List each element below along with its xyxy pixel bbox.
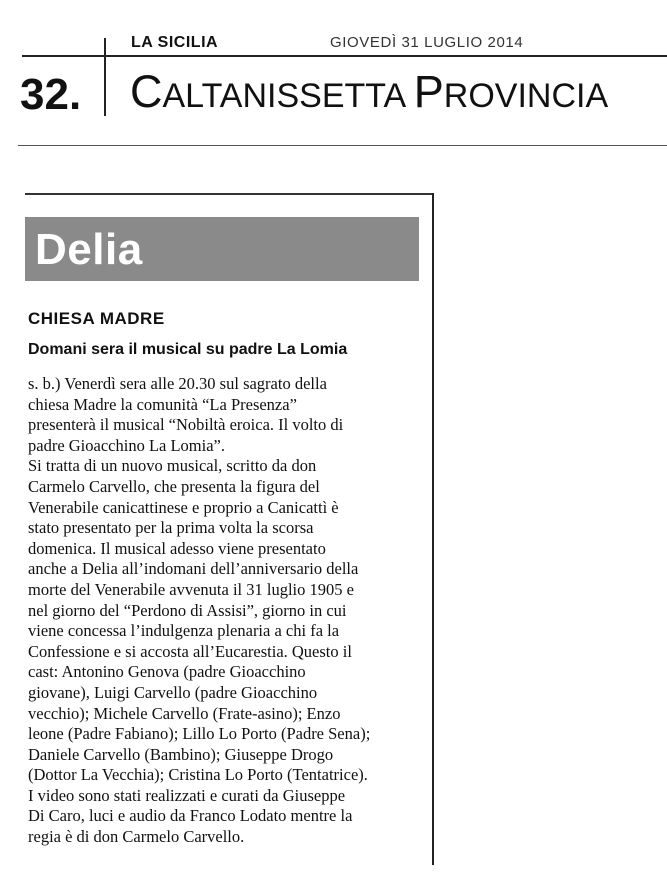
article-body-line: vecchio); Michele Carvello (Frate-asino); Enzo	[28, 703, 341, 723]
article-body-line: I video sono stati realizzati e curati da Giuseppe	[28, 785, 346, 805]
article-kicker: CHIESA MADRE	[28, 309, 165, 328]
article-body-line: stato presentato per la prima volta la scorsa	[28, 518, 314, 538]
article-body-line: Confessione e si accosta all’Eucarestia. Questo il	[28, 641, 352, 661]
section-initial-2: P	[413, 66, 444, 117]
issue-date: GIOVEDÌ 31 LUGLIO 2014	[330, 34, 524, 51]
section-rest-1: ALTANISSETTA	[162, 77, 414, 115]
section-rest-2: ROVINCIA	[443, 77, 609, 115]
article-body-line: Si tratta di un nuovo musical, scritto da don	[28, 456, 317, 476]
article-body-line: Daniele Carvello (Bambino); Giuseppe Drogo	[28, 744, 334, 764]
article-body-line: padre Gioacchino La Lomia”.	[28, 435, 225, 455]
place-banner	[25, 217, 419, 281]
article-body-line: anche a Delia all’indomani dell’anniversario della	[28, 559, 359, 579]
article-body-line: leone (Padre Fabiano); Lillo Lo Porto (Padre Sena);	[28, 724, 371, 744]
article-body	[28, 374, 428, 848]
article-body-line: s. b.) Venerdì sera alle 20.30 sul sagrato della	[28, 374, 327, 393]
article-body-line: giovane), Luigi Carvello (padre Gioacchino	[28, 682, 318, 702]
article-body-line: morte del Venerabile avvenuta il 31 luglio 1905 e	[28, 579, 354, 599]
article-body-line: domenica. Il musical adesso viene presentato	[28, 538, 326, 558]
article-body-line: Venerabile canicattinese e proprio a Canicattì è	[28, 497, 339, 517]
masthead-divider	[104, 38, 106, 116]
article-top-rule	[25, 193, 433, 195]
place-name: Delia	[35, 225, 143, 274]
top-rule	[22, 55, 667, 57]
section-title	[130, 66, 608, 122]
article-body-line: nel giorno del “Perdono di Assisi”, giorno in cui	[28, 600, 347, 620]
article-body-line: (Dottor La Vecchia); Cristina Lo Porto (Tentatrice).	[28, 765, 368, 785]
section-initial-1: C	[130, 66, 163, 117]
article-body-line: presenterà il musical “Nobiltà eroica. Il volto di	[28, 415, 344, 435]
article-body-line: viene concessa l’indulgenza plenaria a chi fa la	[28, 621, 340, 641]
header-rule	[18, 145, 667, 146]
article-body-line: regia è di don Carmelo Carvello.	[28, 827, 245, 847]
article-body-line: Carmelo Carvello, che presenta la figura del	[28, 476, 320, 496]
column-rule	[432, 193, 434, 865]
newspaper-name: LA SICILIA	[131, 34, 219, 51]
article-body-line: chiesa Madre la comunità “La Presenza”	[28, 394, 297, 414]
article-headline: Domani sera il musical su padre La Lomia	[28, 341, 348, 358]
article-body-line: cast: Antonino Genova (padre Gioacchino	[28, 662, 306, 682]
article-body-line: Di Caro, luci e audio da Franco Lodato mentre la	[28, 806, 353, 826]
page-number: 32.	[20, 70, 82, 119]
